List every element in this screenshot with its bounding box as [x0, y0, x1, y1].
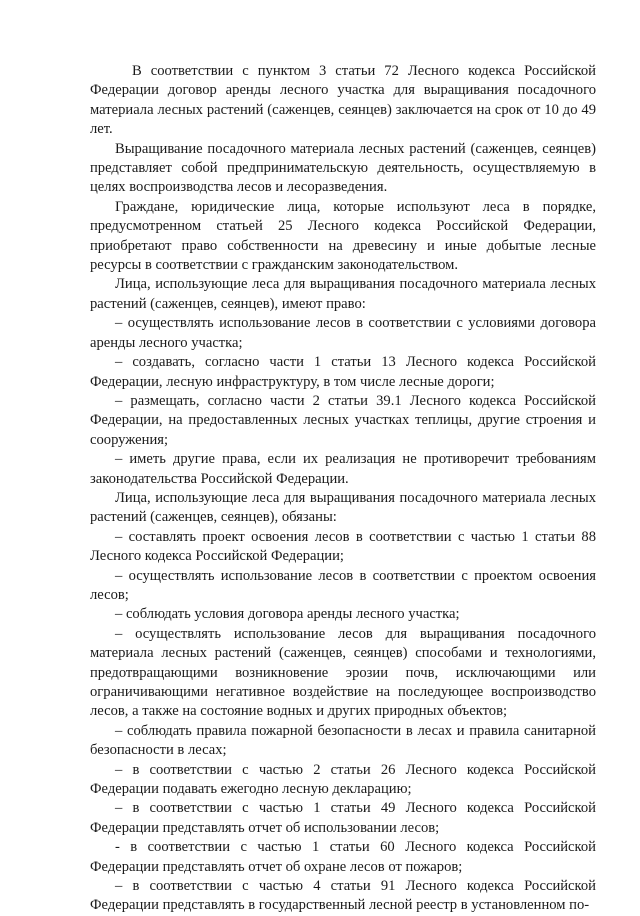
list-item-right-other: – иметь другие права, если их реализация не противоречит требованиям законодательства Российской Федерации.	[90, 451, 596, 487]
list-item-duty-fire-report: - в соответствии с частью 1 статьи 60 Лесного кодекса Российской Федерации представлять отчет об охране лесов от пожаров;	[90, 839, 596, 875]
paragraph-obligations-intro: Лица, использующие леса для выращивания посадочного материала лесных растений (саженцев, сеянцев), обязаны:	[90, 489, 596, 526]
list-item-right-use-forests: – осуществлять использование лесов в соответствии с условиями договора аренды лесного участка;	[90, 315, 596, 351]
list-item-duty-development-project: – составлять проект освоения лесов в соответствии с частью 1 статьи 88 Лесного кодекса Российской Федерации;	[90, 528, 596, 565]
list-item-duty-forest-declaration: – в соответствии с частью 2 статьи 26 Лесного кодекса Российской Федерации подавать ежегодно лесную декларацию;	[90, 761, 596, 798]
list-item-duty-fire-safety: – соблюдать правила пожарной безопасности в лесах и правила санитарной безопасности в лесах;	[90, 722, 596, 759]
document-page	[90, 62, 596, 916]
list-item-duty-usage-report: – в соответствии с частью 1 статьи 49 Лесного кодекса Российской Федерации представлять отчет об использовании лесов;	[90, 800, 596, 836]
list-item-right-greenhouses: – размещать, согласно части 2 статьи 39.1 Лесного кодекса Российской Федерации, на предоставленных лесных участках теплицы, другие строения и сооружения;	[90, 392, 596, 448]
list-item-duty-erosion-prevention: – осуществлять использование лесов для выращивания посадочного материала лесных растений (саженцев, сеянцев) способами и технологиями, предотвращающими возникновение эрозии почв, исключающими или ограничивающими негативное воздействие на последующее воспроизводство лесов, а также на состояние водных и других природных объектов;	[90, 625, 596, 720]
list-item-duty-use-per-project: – осуществлять использование лесов в соответствии с проектом освоения лесов;	[90, 567, 596, 603]
paragraph-cultivation-definition: Выращивание посадочного материала лесных растений (саженцев, сеянцев) представляет собой предпринимательскую деятельность, осуществляемую в целях воспроизводства лесов и лесоразведения.	[90, 140, 596, 196]
list-item-duty-state-registry: – в соответствии с частью 4 статьи 91 Лесного кодекса Российской Федерации представлять в государственный лесной реестр в установленном по-	[90, 878, 596, 914]
paragraph-ownership: Граждане, юридические лица, которые используют леса в порядке, предусмотренном статьей 25 Лесного кодекса Российской Федерации, приобретают право собственности на древесину и иные добытые лесные ресурсы в соответствии с гражданским законодательством.	[90, 198, 596, 274]
paragraph-lease-term: В соответствии с пунктом 3 статьи 72 Лесного кодекса Российской Федерации договор аренды лесного участка для выращивания посадочного материала лесных растений (саженцев, сеянцев) заключается на срок от 10 до 49 лет.	[90, 63, 596, 138]
paragraph-rights-intro: Лица, использующие леса для выращивания посадочного материала лесных растений (саженцев, сеянцев), имеют право:	[90, 276, 596, 312]
list-item-right-infrastructure: – создавать, согласно части 1 статьи 13 Лесного кодекса Российской Федерации, лесную инфраструктуру, в том числе лесные дороги;	[90, 354, 596, 390]
list-item-duty-lease-terms: – соблюдать условия договора аренды лесного участка;	[115, 606, 460, 623]
